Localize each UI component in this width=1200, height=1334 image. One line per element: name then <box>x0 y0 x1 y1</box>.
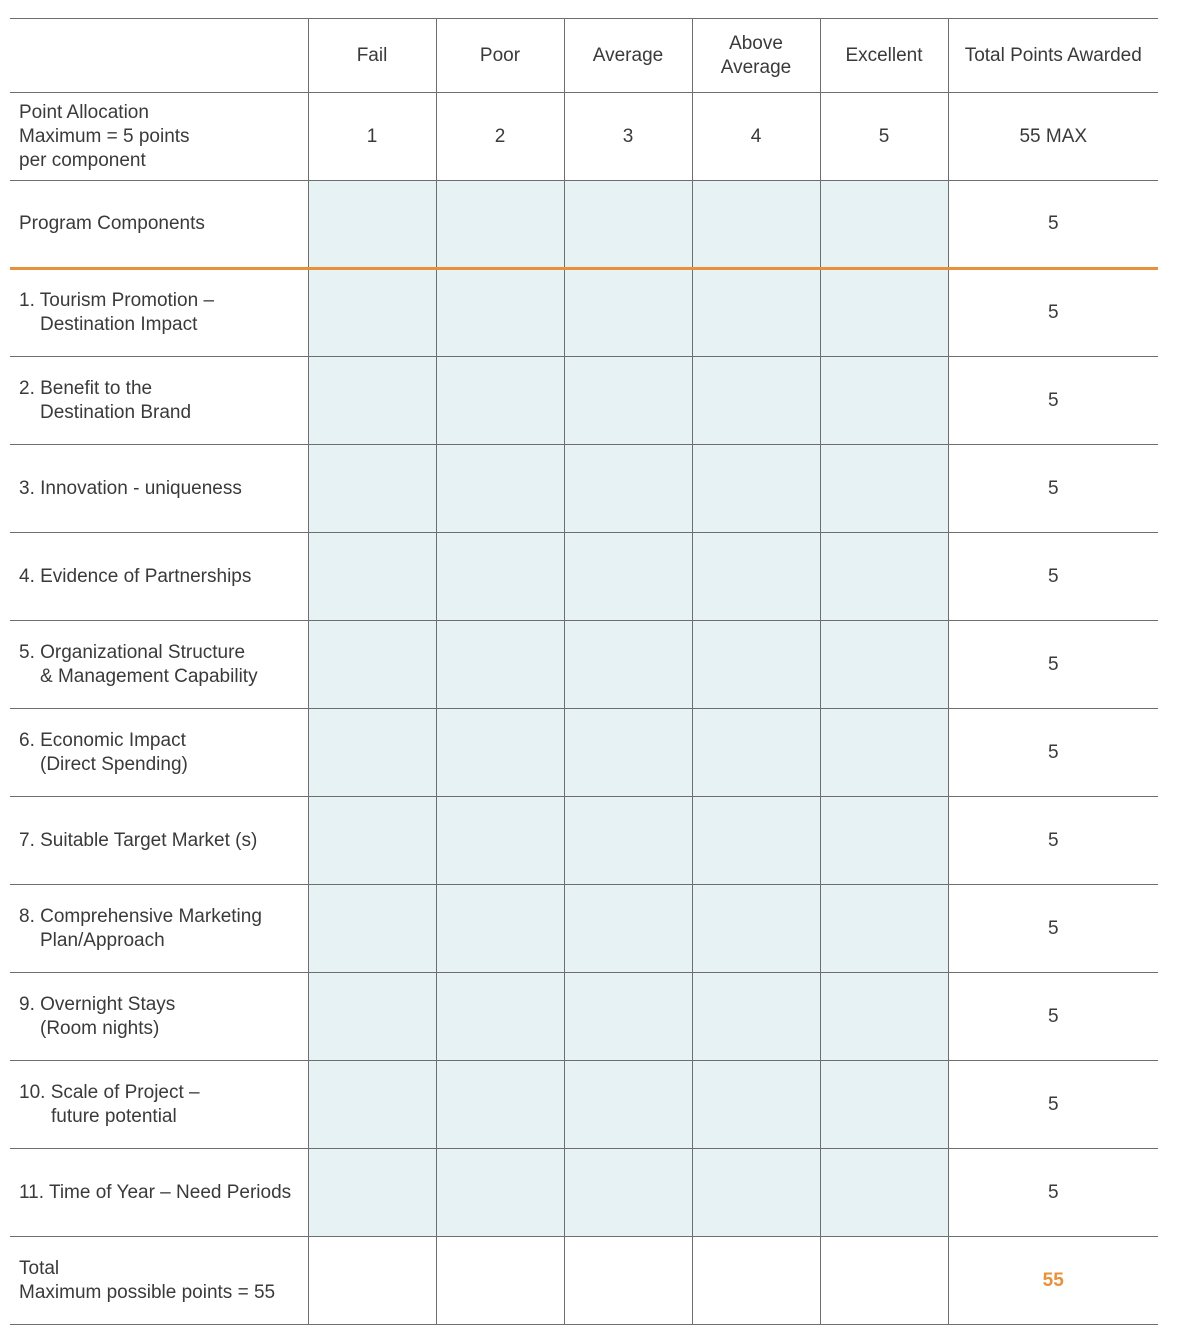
score-cell-average[interactable] <box>564 1061 692 1149</box>
score-cell-poor[interactable] <box>436 621 564 709</box>
component-label-line: Destination Brand <box>40 401 192 423</box>
total-label-line: Maximum possible points = 55 <box>19 1281 276 1303</box>
score-cell-above-average[interactable] <box>692 357 820 445</box>
component-row <box>10 357 1158 445</box>
component-label-line: Plan/Approach <box>40 929 165 951</box>
score-cell-excellent[interactable] <box>820 181 948 269</box>
point-allocation-label-line: per component <box>19 149 146 171</box>
component-label-line: 11. Time of Year – Need Periods <box>19 1181 292 1203</box>
score-cell-poor[interactable] <box>436 1061 564 1149</box>
score-cell-fail[interactable] <box>308 533 436 621</box>
component-row <box>10 621 1158 709</box>
component-label <box>10 885 308 973</box>
total-label-line: Total <box>19 1257 60 1279</box>
component-label-line: Destination Impact <box>40 314 198 335</box>
points-max-total: 55 MAX <box>948 93 1158 181</box>
point-allocation-row <box>10 93 1158 181</box>
component-row <box>10 1149 1158 1237</box>
score-cell-poor[interactable] <box>436 269 564 357</box>
component-label-line: 10. Scale of Project – <box>19 1081 200 1103</box>
total-cell-above-average[interactable] <box>692 1237 820 1325</box>
score-cell-poor[interactable] <box>436 797 564 885</box>
score-cell-poor[interactable] <box>436 357 564 445</box>
header-blank-cell <box>10 19 308 93</box>
point-allocation-label <box>10 93 308 181</box>
component-row <box>10 1061 1158 1149</box>
total-row <box>10 1237 1158 1325</box>
component-label <box>10 797 308 885</box>
header-average: Average <box>564 19 692 93</box>
component-label-line: (Direct Spending) <box>40 753 188 775</box>
header-poor: Poor <box>436 19 564 93</box>
score-cell-excellent[interactable] <box>820 797 948 885</box>
component-row <box>10 709 1158 797</box>
score-cell-above-average[interactable] <box>692 885 820 973</box>
component-label <box>10 445 308 533</box>
score-cell-excellent[interactable] <box>820 1149 948 1237</box>
score-cell-fail[interactable] <box>308 1149 436 1237</box>
score-cell-excellent[interactable] <box>820 709 948 797</box>
component-total: 5 <box>948 533 1158 621</box>
score-cell-poor[interactable] <box>436 533 564 621</box>
score-cell-excellent[interactable] <box>820 973 948 1061</box>
component-total: 5 <box>948 357 1158 445</box>
score-cell-above-average[interactable] <box>692 445 820 533</box>
component-label <box>10 973 308 1061</box>
component-label <box>10 269 308 357</box>
points-excellent: 5 <box>820 93 948 181</box>
score-cell-poor[interactable] <box>436 1149 564 1237</box>
component-total: 5 <box>948 1149 1158 1237</box>
grand-total-value <box>948 1237 1158 1325</box>
header-total-points-awarded: Total Points Awarded <box>948 19 1158 93</box>
component-label <box>10 1061 308 1149</box>
score-cell-above-average[interactable] <box>692 1061 820 1149</box>
total-cell-poor[interactable] <box>436 1237 564 1325</box>
component-row <box>10 269 1158 357</box>
score-cell-average[interactable] <box>564 885 692 973</box>
header-above-average-line-1: Above <box>729 32 783 54</box>
score-cell-fail[interactable] <box>308 709 436 797</box>
score-cell-average[interactable] <box>564 621 692 709</box>
header-above-average <box>692 19 820 93</box>
component-total: 5 <box>948 269 1158 357</box>
component-row <box>10 973 1158 1061</box>
score-cell-above-average[interactable] <box>692 621 820 709</box>
component-label-line: 4. Evidence of Partnerships <box>19 565 252 587</box>
score-cell-fail[interactable] <box>308 181 436 269</box>
score-cell-excellent[interactable] <box>820 445 948 533</box>
score-cell-poor[interactable] <box>436 445 564 533</box>
score-cell-fail[interactable] <box>308 1061 436 1149</box>
score-cell-excellent[interactable] <box>820 269 948 357</box>
score-cell-average[interactable] <box>564 1149 692 1237</box>
score-cell-above-average[interactable] <box>692 533 820 621</box>
score-cell-average[interactable] <box>564 357 692 445</box>
score-cell-fail[interactable] <box>308 357 436 445</box>
score-cell-average[interactable] <box>564 445 692 533</box>
score-cell-above-average[interactable] <box>692 269 820 357</box>
score-cell-average[interactable] <box>564 709 692 797</box>
component-label-line: 1. Tourism Promotion – <box>19 290 215 311</box>
total-cell-average[interactable] <box>564 1237 692 1325</box>
component-total: 5 <box>948 1061 1158 1149</box>
score-cell-fail[interactable] <box>308 269 436 357</box>
program-components-label: Program Components <box>10 181 308 269</box>
score-cell-average[interactable] <box>564 973 692 1061</box>
score-cell-excellent[interactable] <box>820 885 948 973</box>
component-total: 5 <box>948 885 1158 973</box>
component-label <box>10 621 308 709</box>
total-cell-fail[interactable] <box>308 1237 436 1325</box>
points-average: 3 <box>564 93 692 181</box>
total-cell-excellent[interactable] <box>820 1237 948 1325</box>
score-cell-fail[interactable] <box>308 885 436 973</box>
component-label-line: & Management Capability <box>40 665 258 687</box>
scoring-rubric-table <box>10 18 1158 1325</box>
component-total: 5 <box>948 621 1158 709</box>
program-components-total: 5 <box>948 181 1158 269</box>
score-cell-excellent[interactable] <box>820 357 948 445</box>
score-cell-above-average[interactable] <box>692 973 820 1061</box>
component-label-line: 9. Overnight Stays <box>19 993 176 1015</box>
score-cell-fail[interactable] <box>308 973 436 1061</box>
score-cell-excellent[interactable] <box>820 533 948 621</box>
score-cell-fail[interactable] <box>308 797 436 885</box>
header-above-average-line-2: Average <box>720 56 792 78</box>
score-cell-average[interactable] <box>564 797 692 885</box>
component-row <box>10 445 1158 533</box>
score-cell-excellent[interactable] <box>820 621 948 709</box>
score-cell-poor[interactable] <box>436 973 564 1061</box>
component-label-line: 8. Comprehensive Marketing <box>19 905 262 927</box>
point-allocation-label-line: Point Allocation <box>19 101 149 123</box>
component-label <box>10 1149 308 1237</box>
component-label <box>10 533 308 621</box>
component-row <box>10 533 1158 621</box>
points-above-average: 4 <box>692 93 820 181</box>
score-cell-above-average[interactable] <box>692 1149 820 1237</box>
points-fail: 1 <box>308 93 436 181</box>
header-fail: Fail <box>308 19 436 93</box>
score-cell-poor[interactable] <box>436 181 564 269</box>
component-label-line: 5. Organizational Structure <box>19 641 246 663</box>
points-poor: 2 <box>436 93 564 181</box>
score-cell-above-average[interactable] <box>692 181 820 269</box>
score-cell-above-average[interactable] <box>692 797 820 885</box>
score-cell-average[interactable] <box>564 181 692 269</box>
header-excellent: Excellent <box>820 19 948 93</box>
score-cell-poor[interactable] <box>436 885 564 973</box>
point-allocation-label-line: Maximum = 5 points <box>19 125 190 147</box>
component-total: 5 <box>948 797 1158 885</box>
score-cell-average[interactable] <box>564 533 692 621</box>
component-label <box>10 357 308 445</box>
component-label-line: 6. Economic Impact <box>19 729 186 751</box>
header-row <box>10 19 1158 93</box>
component-total: 5 <box>948 973 1158 1061</box>
component-label-line: 3. Innovation - uniqueness <box>19 477 242 499</box>
component-row <box>10 797 1158 885</box>
program-components-row <box>10 181 1158 269</box>
component-label-line: 7. Suitable Target Market (s) <box>19 829 258 851</box>
total-label <box>10 1237 308 1325</box>
component-label-line: future potential <box>51 1105 177 1127</box>
score-cell-poor[interactable] <box>436 709 564 797</box>
component-total: 5 <box>948 709 1158 797</box>
component-total: 5 <box>948 445 1158 533</box>
component-row <box>10 885 1158 973</box>
score-cell-above-average[interactable] <box>692 709 820 797</box>
score-cell-fail[interactable] <box>308 445 436 533</box>
component-label <box>10 709 308 797</box>
score-cell-fail[interactable] <box>308 621 436 709</box>
grand-total-number: 55 <box>1042 1269 1064 1291</box>
score-cell-excellent[interactable] <box>820 1061 948 1149</box>
component-label-line: (Room nights) <box>40 1017 160 1039</box>
component-label-line: 2. Benefit to the <box>19 377 153 399</box>
score-cell-average[interactable] <box>564 269 692 357</box>
